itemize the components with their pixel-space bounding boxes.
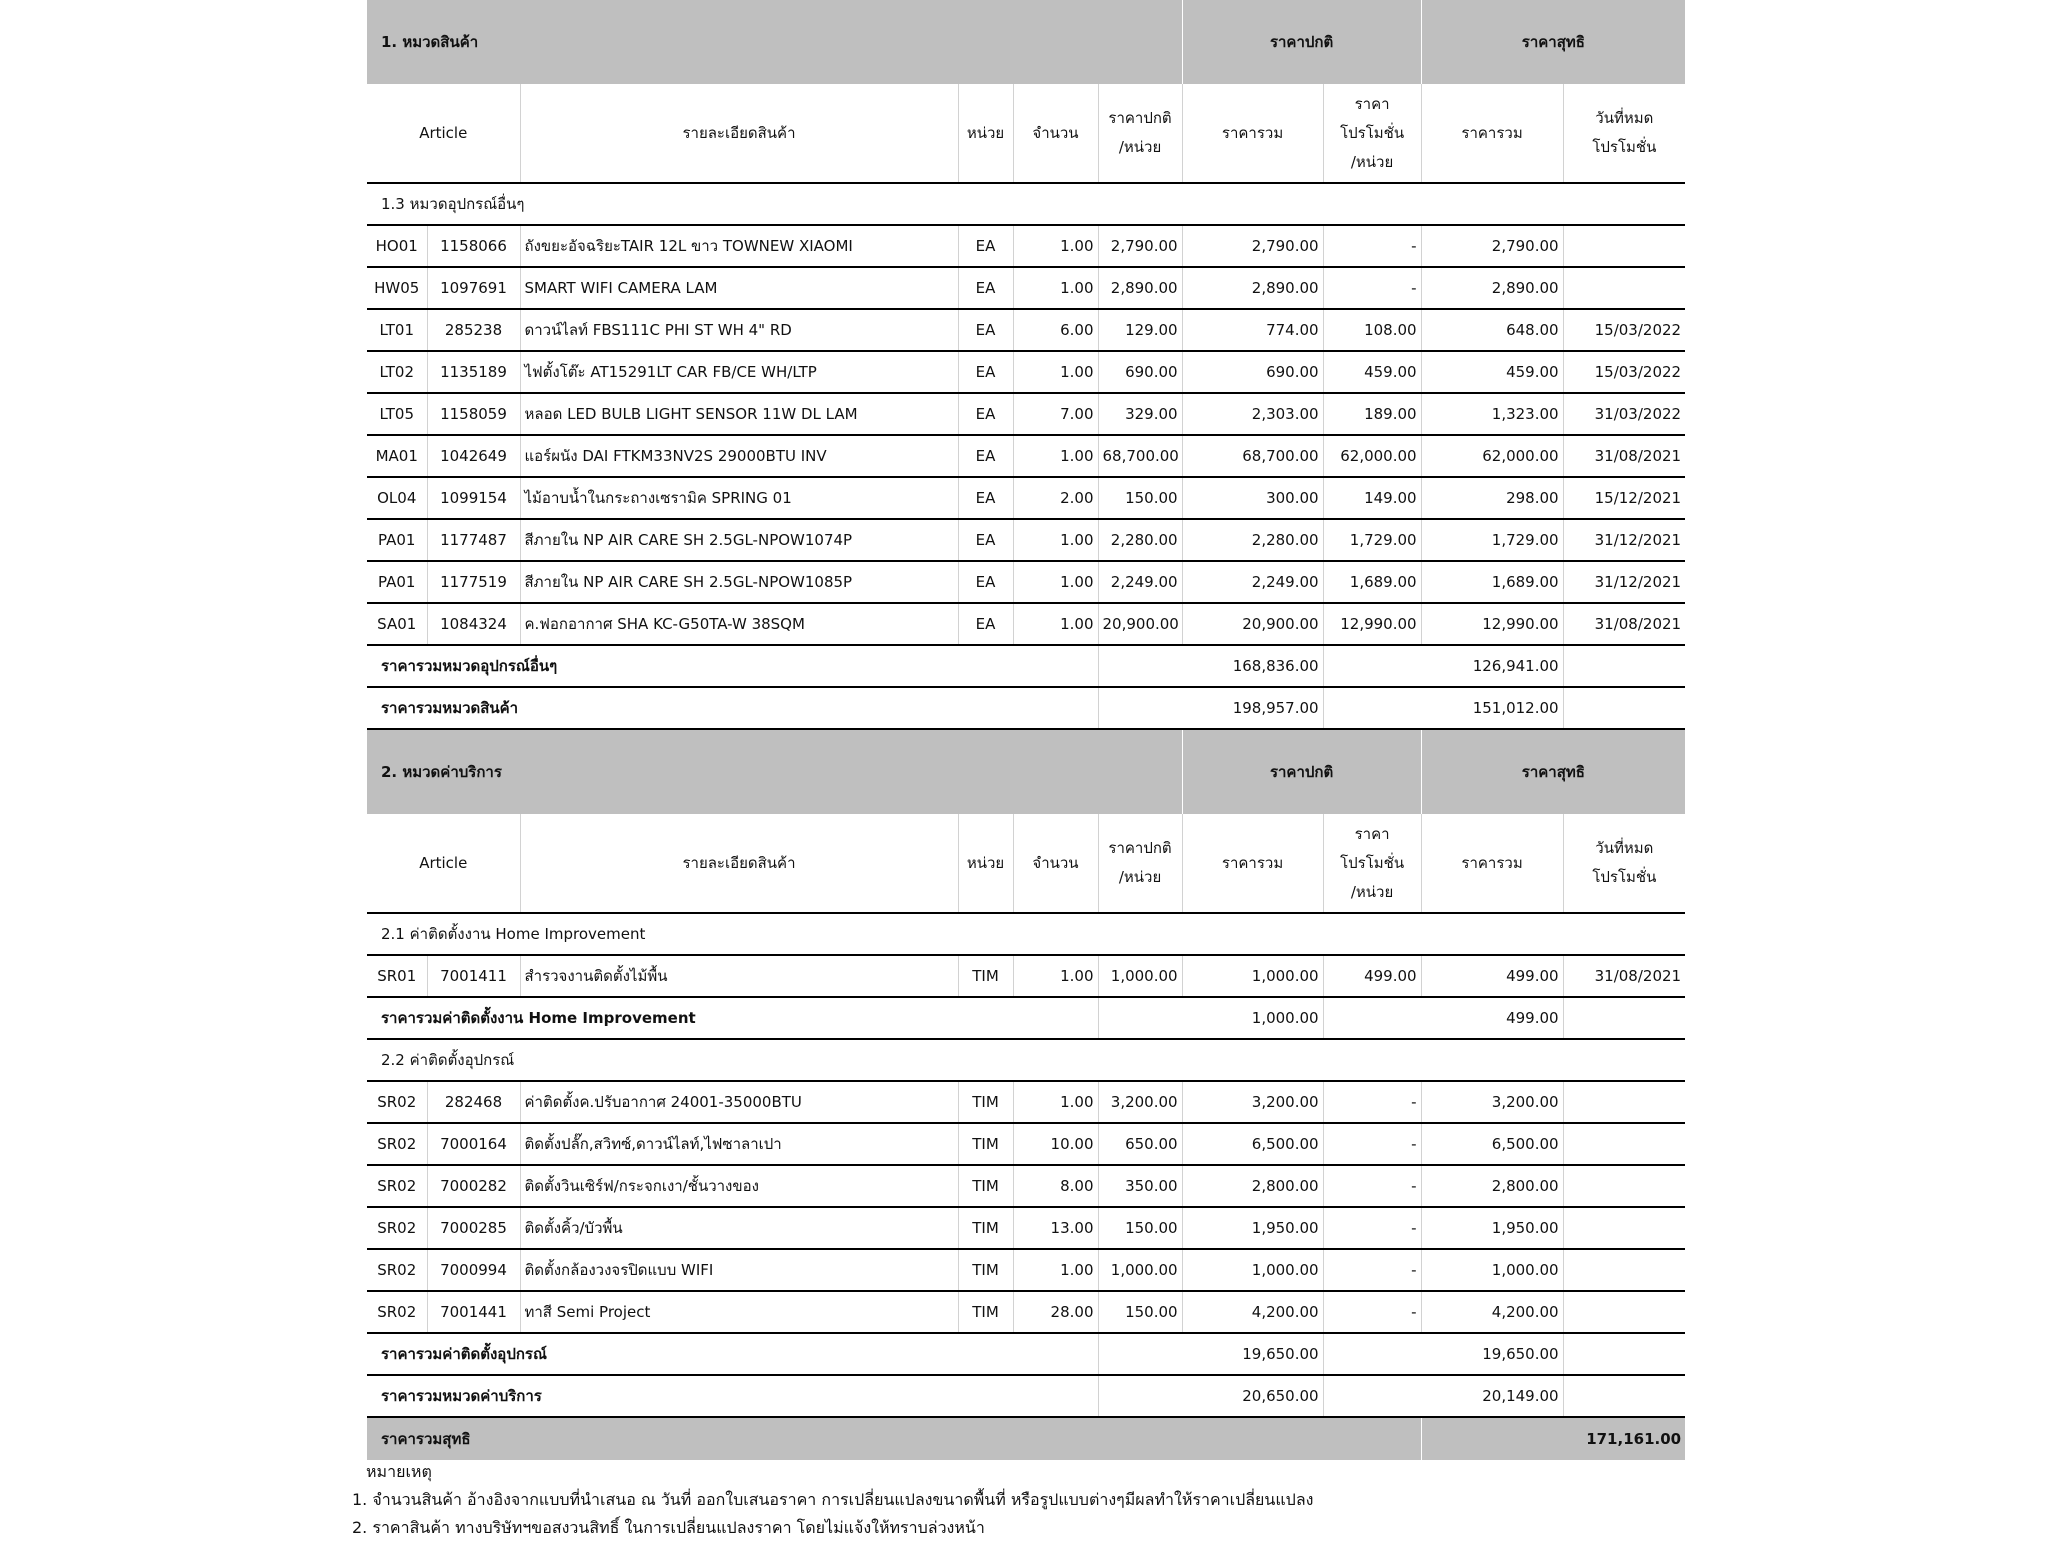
cell-article: 7001441 bbox=[427, 1291, 520, 1333]
col-header-promo-end bbox=[1563, 84, 1685, 183]
group-subtotal-row-label: ราคารวมค่าติดตั้งงาน Home Improvement bbox=[367, 997, 1098, 1039]
section-total-row-net: 151,012.00 bbox=[1421, 687, 1563, 729]
cell-article: 7000164 bbox=[427, 1123, 520, 1165]
cell-promo-price: 189.00 bbox=[1323, 393, 1421, 435]
cell-code: MA01 bbox=[367, 435, 427, 477]
cell-promo-end: 31/12/2021 bbox=[1563, 561, 1685, 603]
cell-net-total: 1,950.00 bbox=[1421, 1207, 1563, 1249]
normal-unit-price-line: /หน่วย bbox=[1118, 138, 1162, 156]
cell-promo-end: 31/12/2021 bbox=[1563, 519, 1685, 561]
cell-unit: EA bbox=[958, 477, 1013, 519]
cell-code: HO01 bbox=[367, 225, 427, 267]
normal-unit-price-line: /หน่วย bbox=[1118, 868, 1162, 886]
group-subtotal-row-normal: 19,650.00 bbox=[1182, 1333, 1323, 1375]
cell-description: ทาสี Semi Project bbox=[520, 1291, 958, 1333]
cell-unit-price: 2,890.00 bbox=[1098, 267, 1182, 309]
group-subtotal-row-net: 126,941.00 bbox=[1421, 645, 1563, 687]
cell-promo-end bbox=[1563, 1165, 1685, 1207]
table-row bbox=[367, 1165, 1685, 1207]
col-header-unit: หน่วย bbox=[958, 814, 1013, 913]
cell-code: OL04 bbox=[367, 477, 427, 519]
cell-promo-price: - bbox=[1323, 1207, 1421, 1249]
promo-unit-price-line: โปรโมชั่น bbox=[1340, 123, 1405, 142]
cell-description: หลอด LED BULB LIGHT SENSOR 11W DL LAM bbox=[520, 393, 958, 435]
table-row bbox=[367, 225, 1685, 267]
cell-unit: TIM bbox=[958, 1291, 1013, 1333]
cell-normal-total: 1,000.00 bbox=[1182, 1249, 1323, 1291]
cell-article: 282468 bbox=[427, 1081, 520, 1123]
cell-description: สำรวจงานติดตั้งไม้พื้น bbox=[520, 955, 958, 997]
cell-qty: 1.00 bbox=[1013, 561, 1098, 603]
cell-code: SR02 bbox=[367, 1123, 427, 1165]
table-row bbox=[367, 519, 1685, 561]
section-2-normal-label: ราคาปกติ bbox=[1182, 729, 1421, 814]
table-row bbox=[367, 1081, 1685, 1123]
cell-promo-end bbox=[1563, 225, 1685, 267]
cell-promo-price: 499.00 bbox=[1323, 955, 1421, 997]
normal-unit-price-line: ราคาปกติ bbox=[1108, 109, 1172, 127]
section-1-title: 1. หมวดสินค้า bbox=[367, 0, 1182, 84]
cell-code: PA01 bbox=[367, 561, 427, 603]
table-row bbox=[367, 309, 1685, 351]
cell-net-total: 1,729.00 bbox=[1421, 519, 1563, 561]
cell-qty: 6.00 bbox=[1013, 309, 1098, 351]
cell-unit: TIM bbox=[958, 1123, 1013, 1165]
table-row bbox=[367, 1249, 1685, 1291]
grand-total-row bbox=[367, 1417, 1685, 1460]
cell-net-total: 459.00 bbox=[1421, 351, 1563, 393]
cell-net-total: 1,000.00 bbox=[1421, 1249, 1563, 1291]
cell-unit-price: 350.00 bbox=[1098, 1165, 1182, 1207]
cell-unit: TIM bbox=[958, 1249, 1013, 1291]
cell-article: 7000285 bbox=[427, 1207, 520, 1249]
cell-unit: TIM bbox=[958, 955, 1013, 997]
cell-promo-price: - bbox=[1323, 1291, 1421, 1333]
cell-unit-price: 20,900.00 bbox=[1098, 603, 1182, 645]
col-header-normal-unit-price bbox=[1098, 814, 1182, 913]
cell-article: 1158059 bbox=[427, 393, 520, 435]
cell-net-total: 298.00 bbox=[1421, 477, 1563, 519]
cell-promo-end bbox=[1563, 1291, 1685, 1333]
cell-qty: 1.00 bbox=[1013, 435, 1098, 477]
cell-unit-price: 650.00 bbox=[1098, 1123, 1182, 1165]
cell-unit: TIM bbox=[958, 1207, 1013, 1249]
col-header-description: รายละเอียดสินค้า bbox=[520, 814, 958, 913]
cell-unit: EA bbox=[958, 267, 1013, 309]
cell-code: SR02 bbox=[367, 1249, 427, 1291]
cell-promo-end: 15/03/2022 bbox=[1563, 309, 1685, 351]
table-row bbox=[367, 435, 1685, 477]
cell-description: SMART WIFI CAMERA LAM bbox=[520, 267, 958, 309]
col-header-net-total: ราคารวม bbox=[1421, 84, 1563, 183]
section-1-band bbox=[367, 0, 1685, 84]
normal-unit-price-line: ราคาปกติ bbox=[1108, 839, 1172, 857]
cell-unit-price: 2,249.00 bbox=[1098, 561, 1182, 603]
cell-promo-price: - bbox=[1323, 225, 1421, 267]
cell-unit-price: 129.00 bbox=[1098, 309, 1182, 351]
cell-code: SR02 bbox=[367, 1207, 427, 1249]
cell-net-total: 12,990.00 bbox=[1421, 603, 1563, 645]
cell-normal-total: 1,950.00 bbox=[1182, 1207, 1323, 1249]
cell-code: SR01 bbox=[367, 955, 427, 997]
cell-unit-price: 2,280.00 bbox=[1098, 519, 1182, 561]
cell-unit: EA bbox=[958, 561, 1013, 603]
cell-normal-total: 2,280.00 bbox=[1182, 519, 1323, 561]
cell-article: 7000994 bbox=[427, 1249, 520, 1291]
cell-qty: 1.00 bbox=[1013, 603, 1098, 645]
cell-description: ติดตั้งวินเซิร์ฟ/กระจกเงา/ชั้นวางของ bbox=[520, 1165, 958, 1207]
cell-code: LT02 bbox=[367, 351, 427, 393]
section-total-row-label: ราคารวมหมวดสินค้า bbox=[367, 687, 1098, 729]
cell-unit: EA bbox=[958, 603, 1013, 645]
notes-block bbox=[352, 1458, 1313, 1542]
cell-normal-total: 2,303.00 bbox=[1182, 393, 1323, 435]
col-header-promo-unit-price bbox=[1323, 814, 1421, 913]
quotation-table bbox=[367, 0, 1685, 1460]
cell-article: 1042649 bbox=[427, 435, 520, 477]
cell-net-total: 1,323.00 bbox=[1421, 393, 1563, 435]
cell-promo-end: 15/03/2022 bbox=[1563, 351, 1685, 393]
cell-description: ไฟตั้งโต๊ะ AT15291LT CAR FB/CE WH/LTP bbox=[520, 351, 958, 393]
group-title: 1.3 หมวดอุปกรณ์อื่นๆ bbox=[367, 183, 1685, 225]
section-total-row-net: 20,149.00 bbox=[1421, 1375, 1563, 1417]
col-header-promo-unit-price bbox=[1323, 84, 1421, 183]
col-header-unit: หน่วย bbox=[958, 84, 1013, 183]
cell-article: 1158066 bbox=[427, 225, 520, 267]
col-header-article: Article bbox=[367, 84, 520, 183]
cell-article: 1099154 bbox=[427, 477, 520, 519]
cell-unit-price: 3,200.00 bbox=[1098, 1081, 1182, 1123]
cell-qty: 10.00 bbox=[1013, 1123, 1098, 1165]
section-total-row-normal: 20,650.00 bbox=[1182, 1375, 1323, 1417]
col-header-normal-unit-price bbox=[1098, 84, 1182, 183]
col-header-article: Article bbox=[367, 814, 520, 913]
cell-unit-price: 1,000.00 bbox=[1098, 955, 1182, 997]
cell-normal-total: 2,800.00 bbox=[1182, 1165, 1323, 1207]
table-row bbox=[367, 955, 1685, 997]
cell-code: SA01 bbox=[367, 603, 427, 645]
cell-article: 7001411 bbox=[427, 955, 520, 997]
promo-end-line: โปรโมชั่น bbox=[1592, 138, 1657, 156]
cell-description: ไม้อาบน้ำในกระถางเซรามิค SPRING 01 bbox=[520, 477, 958, 519]
cell-normal-total: 20,900.00 bbox=[1182, 603, 1323, 645]
table-row bbox=[367, 1207, 1685, 1249]
cell-qty: 28.00 bbox=[1013, 1291, 1098, 1333]
group-header bbox=[367, 1039, 1685, 1081]
cell-article: 1135189 bbox=[427, 351, 520, 393]
cell-unit-price: 150.00 bbox=[1098, 1291, 1182, 1333]
cell-qty: 1.00 bbox=[1013, 1249, 1098, 1291]
grand-total-value: 171,161.00 bbox=[1563, 1417, 1685, 1460]
cell-article: 1097691 bbox=[427, 267, 520, 309]
cell-promo-end bbox=[1563, 1123, 1685, 1165]
group-header bbox=[367, 913, 1685, 955]
cell-promo-end: 31/08/2021 bbox=[1563, 603, 1685, 645]
group-subtotal-row bbox=[367, 997, 1685, 1039]
quotation-table-body bbox=[367, 0, 1685, 1460]
cell-description: สีภายใน NP AIR CARE SH 2.5GL-NPOW1074P bbox=[520, 519, 958, 561]
section-2-column-header bbox=[367, 814, 1685, 913]
cell-normal-total: 2,790.00 bbox=[1182, 225, 1323, 267]
cell-promo-end: 15/12/2021 bbox=[1563, 477, 1685, 519]
cell-code: LT05 bbox=[367, 393, 427, 435]
table-row bbox=[367, 351, 1685, 393]
promo-unit-price-line: /หน่วย bbox=[1350, 152, 1394, 171]
note-item-1: 1. จำนวนสินค้า อ้างอิงจากแบบที่นำเสนอ ณ วันที่ ออกใบเสนอราคา การเปลี่ยนแปลงขนาดพื้นที่ หรือรูปแบบต่างๆมีผลทำให้ราคาเปลี่ยนแปลง bbox=[352, 1490, 1314, 1509]
promo-unit-price-line: /หน่วย bbox=[1350, 882, 1394, 901]
cell-net-total: 2,890.00 bbox=[1421, 267, 1563, 309]
cell-normal-total: 774.00 bbox=[1182, 309, 1323, 351]
cell-promo-end: 31/08/2021 bbox=[1563, 955, 1685, 997]
cell-promo-price: - bbox=[1323, 267, 1421, 309]
cell-promo-price: - bbox=[1323, 1165, 1421, 1207]
cell-unit: EA bbox=[958, 393, 1013, 435]
cell-description: ค่าติดตั้งค.ปรับอากาศ 24001-35000BTU bbox=[520, 1081, 958, 1123]
cell-qty: 1.00 bbox=[1013, 1081, 1098, 1123]
cell-qty: 1.00 bbox=[1013, 267, 1098, 309]
cell-unit-price: 68,700.00 bbox=[1098, 435, 1182, 477]
cell-net-total: 2,790.00 bbox=[1421, 225, 1563, 267]
cell-qty: 7.00 bbox=[1013, 393, 1098, 435]
cell-net-total: 1,689.00 bbox=[1421, 561, 1563, 603]
cell-unit: TIM bbox=[958, 1081, 1013, 1123]
cell-article: 1177487 bbox=[427, 519, 520, 561]
cell-description: ดาวน์ไลท์ FBS111C PHI ST WH 4" RD bbox=[520, 309, 958, 351]
cell-article: 1084324 bbox=[427, 603, 520, 645]
cell-unit: EA bbox=[958, 435, 1013, 477]
table-row bbox=[367, 477, 1685, 519]
table-row bbox=[367, 603, 1685, 645]
cell-qty: 13.00 bbox=[1013, 1207, 1098, 1249]
cell-qty: 1.00 bbox=[1013, 351, 1098, 393]
section-1-normal-label: ราคาปกติ bbox=[1182, 0, 1421, 84]
cell-description: ติดตั้งคิ้ว/บัวพื้น bbox=[520, 1207, 958, 1249]
cell-unit-price: 150.00 bbox=[1098, 477, 1182, 519]
cell-promo-price: 1,729.00 bbox=[1323, 519, 1421, 561]
col-header-normal-total: ราคารวม bbox=[1182, 84, 1323, 183]
cell-promo-price: - bbox=[1323, 1081, 1421, 1123]
group-subtotal-row bbox=[367, 645, 1685, 687]
cell-code: SR02 bbox=[367, 1081, 427, 1123]
cell-unit-price: 329.00 bbox=[1098, 393, 1182, 435]
group-title: 2.2 ค่าติดตั้งอุปกรณ์ bbox=[367, 1039, 1685, 1081]
cell-promo-end: 31/03/2022 bbox=[1563, 393, 1685, 435]
cell-article: 1177519 bbox=[427, 561, 520, 603]
promo-unit-price-line: ราคา bbox=[1354, 94, 1390, 113]
cell-normal-total: 6,500.00 bbox=[1182, 1123, 1323, 1165]
cell-normal-total: 68,700.00 bbox=[1182, 435, 1323, 477]
cell-code: SR02 bbox=[367, 1165, 427, 1207]
section-total-row-normal: 198,957.00 bbox=[1182, 687, 1323, 729]
cell-unit: EA bbox=[958, 225, 1013, 267]
section-2-band bbox=[367, 729, 1685, 814]
cell-promo-end bbox=[1563, 1081, 1685, 1123]
cell-code: HW05 bbox=[367, 267, 427, 309]
cell-unit: EA bbox=[958, 309, 1013, 351]
group-subtotal-row-label: ราคารวมหมวดอุปกรณ์อื่นๆ bbox=[367, 645, 1098, 687]
promo-end-line: โปรโมชั่น bbox=[1592, 868, 1657, 886]
cell-net-total: 648.00 bbox=[1421, 309, 1563, 351]
promo-end-line: วันที่หมด bbox=[1595, 109, 1654, 127]
cell-promo-end bbox=[1563, 267, 1685, 309]
cell-normal-total: 300.00 bbox=[1182, 477, 1323, 519]
col-header-description: รายละเอียดสินค้า bbox=[520, 84, 958, 183]
cell-unit-price: 690.00 bbox=[1098, 351, 1182, 393]
section-total-row bbox=[367, 687, 1685, 729]
section-1-net-label: ราคาสุทธิ bbox=[1421, 0, 1685, 84]
section-1-column-header bbox=[367, 84, 1685, 183]
quotation-sheet bbox=[367, 0, 1685, 1460]
cell-net-total: 62,000.00 bbox=[1421, 435, 1563, 477]
cell-unit: TIM bbox=[958, 1165, 1013, 1207]
cell-unit: EA bbox=[958, 519, 1013, 561]
section-2-title: 2. หมวดค่าบริการ bbox=[367, 729, 1182, 814]
cell-normal-total: 690.00 bbox=[1182, 351, 1323, 393]
cell-promo-price: 149.00 bbox=[1323, 477, 1421, 519]
cell-promo-end bbox=[1563, 1249, 1685, 1291]
cell-promo-price: - bbox=[1323, 1249, 1421, 1291]
cell-promo-price: - bbox=[1323, 1123, 1421, 1165]
cell-promo-price: 459.00 bbox=[1323, 351, 1421, 393]
cell-qty: 1.00 bbox=[1013, 519, 1098, 561]
cell-net-total: 499.00 bbox=[1421, 955, 1563, 997]
cell-code: PA01 bbox=[367, 519, 427, 561]
table-row bbox=[367, 561, 1685, 603]
col-header-qty: จำนวน bbox=[1013, 814, 1098, 913]
cell-qty: 8.00 bbox=[1013, 1165, 1098, 1207]
grand-total-label: ราคารวมสุทธิ bbox=[367, 1417, 1421, 1460]
group-subtotal-row-normal: 168,836.00 bbox=[1182, 645, 1323, 687]
cell-description: สีภายใน NP AIR CARE SH 2.5GL-NPOW1085P bbox=[520, 561, 958, 603]
col-header-normal-total: ราคารวม bbox=[1182, 814, 1323, 913]
group-subtotal-row-net: 19,650.00 bbox=[1421, 1333, 1563, 1375]
cell-net-total: 4,200.00 bbox=[1421, 1291, 1563, 1333]
col-header-promo-end bbox=[1563, 814, 1685, 913]
cell-net-total: 6,500.00 bbox=[1421, 1123, 1563, 1165]
cell-net-total: 3,200.00 bbox=[1421, 1081, 1563, 1123]
cell-normal-total: 4,200.00 bbox=[1182, 1291, 1323, 1333]
cell-description: แอร์ผนัง DAI FTKM33NV2S 29000BTU INV bbox=[520, 435, 958, 477]
group-subtotal-row-normal: 1,000.00 bbox=[1182, 997, 1323, 1039]
cell-description: ค.ฟอกอากาศ SHA KC-G50TA-W 38SQM bbox=[520, 603, 958, 645]
table-row bbox=[367, 267, 1685, 309]
group-title: 2.1 ค่าติดตั้งงาน Home Improvement bbox=[367, 913, 1685, 955]
cell-promo-price: 62,000.00 bbox=[1323, 435, 1421, 477]
cell-qty: 1.00 bbox=[1013, 955, 1098, 997]
col-header-net-total: ราคารวม bbox=[1421, 814, 1563, 913]
cell-code: SR02 bbox=[367, 1291, 427, 1333]
section-2-net-label: ราคาสุทธิ bbox=[1421, 729, 1685, 814]
group-subtotal-row bbox=[367, 1333, 1685, 1375]
cell-promo-end bbox=[1563, 1207, 1685, 1249]
cell-unit-price: 150.00 bbox=[1098, 1207, 1182, 1249]
cell-normal-total: 1,000.00 bbox=[1182, 955, 1323, 997]
cell-description: ติดตั้งปลั๊ก,สวิทซ์,ดาวน์ไลท์,ไฟซาลาเปา bbox=[520, 1123, 958, 1165]
cell-promo-end: 31/08/2021 bbox=[1563, 435, 1685, 477]
cell-net-total: 2,800.00 bbox=[1421, 1165, 1563, 1207]
cell-article: 285238 bbox=[427, 309, 520, 351]
col-header-qty: จำนวน bbox=[1013, 84, 1098, 183]
table-row bbox=[367, 1291, 1685, 1333]
cell-unit-price: 2,790.00 bbox=[1098, 225, 1182, 267]
group-header bbox=[367, 183, 1685, 225]
section-total-row bbox=[367, 1375, 1685, 1417]
table-row bbox=[367, 1123, 1685, 1165]
cell-normal-total: 3,200.00 bbox=[1182, 1081, 1323, 1123]
cell-promo-price: 12,990.00 bbox=[1323, 603, 1421, 645]
table-row bbox=[367, 393, 1685, 435]
cell-article: 7000282 bbox=[427, 1165, 520, 1207]
cell-normal-total: 2,890.00 bbox=[1182, 267, 1323, 309]
group-subtotal-row-label: ราคารวมค่าติดตั้งอุปกรณ์ bbox=[367, 1333, 1098, 1375]
cell-code: LT01 bbox=[367, 309, 427, 351]
notes-title: หมายเหตุ bbox=[366, 1462, 432, 1481]
promo-unit-price-line: โปรโมชั่น bbox=[1340, 853, 1405, 872]
cell-unit: EA bbox=[958, 351, 1013, 393]
note-item-2: 2. ราคาสินค้า ทางบริษัทฯขอสงวนสิทธิ์ ในการเปลี่ยนแปลงราคา โดยไม่แจ้งให้ทราบล่วงหน้า bbox=[352, 1518, 985, 1537]
cell-unit-price: 1,000.00 bbox=[1098, 1249, 1182, 1291]
cell-normal-total: 2,249.00 bbox=[1182, 561, 1323, 603]
promo-end-line: วันที่หมด bbox=[1595, 839, 1654, 857]
cell-promo-price: 1,689.00 bbox=[1323, 561, 1421, 603]
section-total-row-label: ราคารวมหมวดค่าบริการ bbox=[367, 1375, 1098, 1417]
cell-qty: 1.00 bbox=[1013, 225, 1098, 267]
cell-promo-price: 108.00 bbox=[1323, 309, 1421, 351]
cell-description: ถังขยะอัจฉริยะTAIR 12L ขาว TOWNEW XIAOMI bbox=[520, 225, 958, 267]
cell-description: ติดตั้งกล้องวงจรปิดแบบ WIFI bbox=[520, 1249, 958, 1291]
promo-unit-price-line: ราคา bbox=[1354, 824, 1390, 843]
group-subtotal-row-net: 499.00 bbox=[1421, 997, 1563, 1039]
cell-qty: 2.00 bbox=[1013, 477, 1098, 519]
